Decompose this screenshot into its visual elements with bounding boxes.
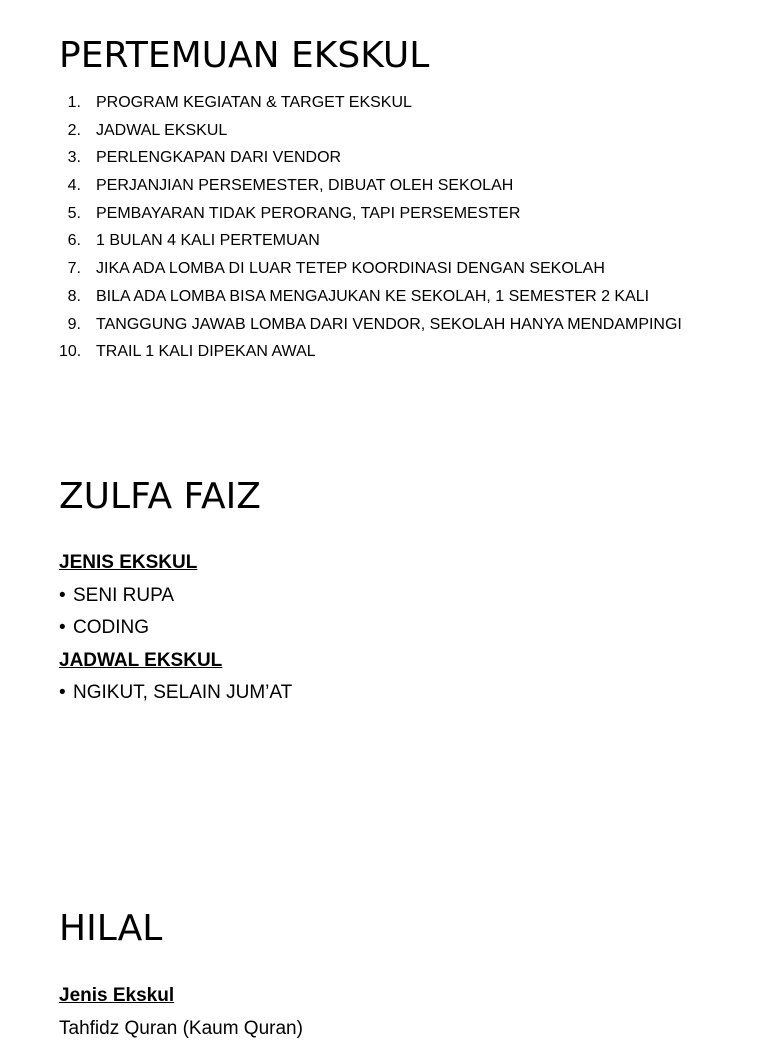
list-number: 7. — [59, 255, 81, 283]
list-item — [59, 283, 682, 311]
list-item — [59, 117, 682, 145]
list-number: 4. — [59, 172, 81, 200]
list-item — [59, 200, 682, 228]
list-item — [59, 338, 682, 366]
bullet-icon: • — [59, 580, 73, 613]
list-number: 1. — [59, 89, 81, 117]
list-number: 8. — [59, 283, 81, 311]
list-text: PERJANJIAN PERSEMESTER, DIBUAT OLEH SEKOLAH — [96, 172, 513, 200]
list-text: PERLENGKAPAN DARI VENDOR — [96, 144, 341, 172]
bullet-item — [59, 677, 292, 710]
list-text: TANGGUNG JAWAB LOMBA DARI VENDOR, SEKOLAH HANYA MENDAMPINGI — [96, 311, 682, 339]
partial-text-line: Tahfidz Quran (Kaum Quran) — [59, 1013, 303, 1045]
section-title-pertemuan: PERTEMUAN EKSKUL — [59, 38, 429, 74]
zulfa-faiz-details — [59, 547, 292, 710]
list-item — [59, 255, 682, 283]
jenis-ekskul-heading: Jenis Ekskul — [59, 980, 303, 1013]
bullet-text: NGIKUT, SELAIN JUM’AT — [73, 682, 292, 703]
jenis-ekskul-heading: JENIS EKSKUL — [59, 547, 292, 580]
section-title-hilal: HILAL — [59, 911, 162, 947]
bullet-icon: • — [59, 612, 73, 645]
list-item — [59, 89, 682, 117]
list-number: 10. — [59, 338, 81, 366]
list-text: JIKA ADA LOMBA DI LUAR TETEP KOORDINASI DENGAN SEKOLAH — [96, 255, 605, 283]
list-text: PROGRAM KEGIATAN & TARGET EKSKUL — [96, 89, 412, 117]
hilal-details — [59, 980, 303, 1045]
list-number: 6. — [59, 227, 81, 255]
bullet-item — [59, 580, 292, 613]
list-item — [59, 311, 682, 339]
bullet-text: SENI RUPA — [73, 585, 174, 606]
list-text: TRAIL 1 KALI DIPEKAN AWAL — [96, 338, 316, 366]
list-text: JADWAL EKSKUL — [96, 117, 227, 145]
list-number: 2. — [59, 117, 81, 145]
jadwal-ekskul-heading: JADWAL EKSKUL — [59, 645, 292, 678]
list-number: 3. — [59, 144, 81, 172]
bullet-text: CODING — [73, 617, 149, 638]
list-number: 9. — [59, 311, 81, 339]
bullet-item — [59, 612, 292, 645]
list-number: 5. — [59, 200, 81, 228]
list-text: PEMBAYARAN TIDAK PERORANG, TAPI PERSEMESTER — [96, 200, 520, 228]
list-item — [59, 172, 682, 200]
section-title-zulfa-faiz: ZULFA FAIZ — [59, 479, 261, 515]
bullet-icon: • — [59, 677, 73, 710]
list-item — [59, 144, 682, 172]
list-item — [59, 227, 682, 255]
list-text: 1 BULAN 4 KALI PERTEMUAN — [96, 227, 320, 255]
list-text: BILA ADA LOMBA BISA MENGAJUKAN KE SEKOLAH, 1 SEMESTER 2 KALI — [96, 283, 649, 311]
agenda-list — [59, 89, 682, 366]
